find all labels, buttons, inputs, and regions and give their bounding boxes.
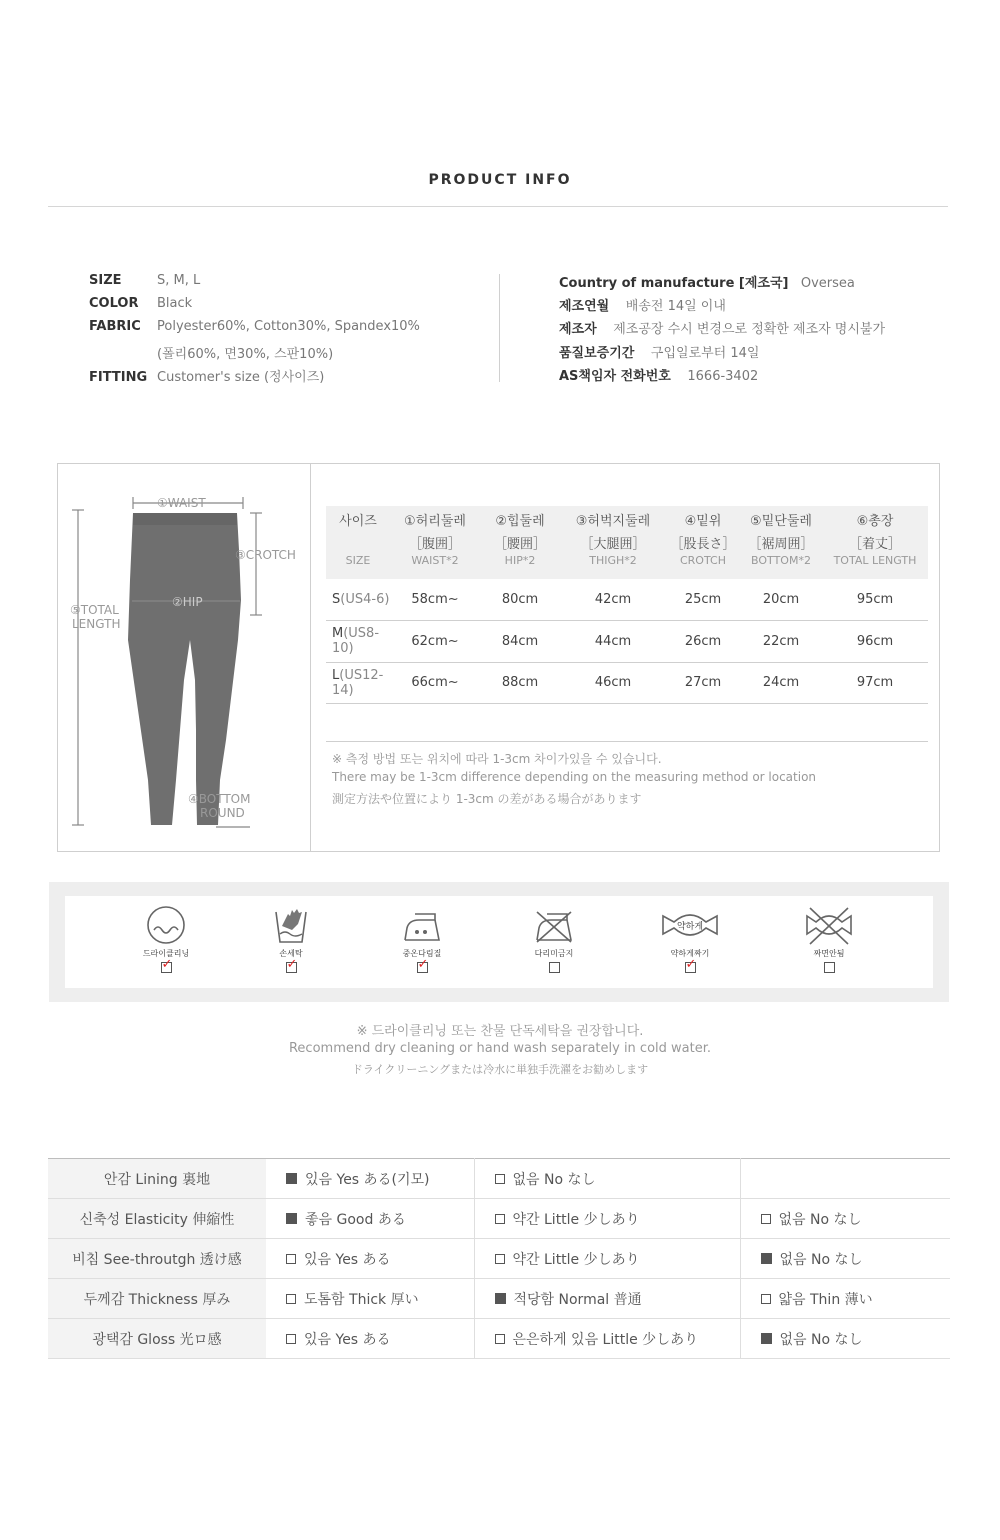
property-option bbox=[266, 1239, 474, 1279]
property-label: 두께감 Thickness 厚み bbox=[48, 1279, 266, 1319]
care-checkbox bbox=[549, 962, 560, 973]
header-cell bbox=[740, 506, 822, 579]
care-label: 드라이클리닝 bbox=[142, 949, 190, 958]
info-value: Customer's size (정사이즈) bbox=[157, 370, 325, 385]
waistband bbox=[133, 513, 237, 525]
size-note-ko: ※ 측정 방법 또는 위치에 따라 1-3cm 차이가있을 수 있습니다. bbox=[332, 752, 662, 766]
property-option-empty bbox=[740, 1159, 950, 1199]
care-note-ja: ドライクリーニングまたは冷水に単独手洗濯をお勧めします bbox=[351, 1063, 649, 1076]
option-text: 약간 Little 少しあり bbox=[512, 1211, 640, 1228]
fabric-properties-table bbox=[48, 1158, 950, 1359]
option-box bbox=[495, 1293, 506, 1304]
header-en: HIP*2 bbox=[504, 554, 536, 567]
table-row bbox=[326, 579, 928, 621]
value-cell: 62cm~ bbox=[390, 621, 480, 663]
size-name: M bbox=[332, 626, 344, 642]
value-cell: 46cm bbox=[560, 662, 666, 704]
value-cell: 96cm bbox=[822, 621, 928, 663]
iron-medium-icon bbox=[401, 904, 443, 946]
property-option bbox=[740, 1319, 950, 1359]
care-item-gentle-wring bbox=[650, 904, 730, 973]
table-empty-row bbox=[326, 702, 928, 742]
info-row-as-phone bbox=[559, 365, 758, 384]
size-cell bbox=[326, 662, 390, 704]
pants-diagram bbox=[60, 480, 310, 840]
care-item-hand-wash bbox=[251, 904, 331, 973]
option-text: 없음 No なし bbox=[778, 1211, 862, 1228]
care-label: 다리미금지 bbox=[534, 949, 574, 958]
size-section-divider bbox=[310, 463, 311, 852]
size-us: (US12-14) bbox=[332, 667, 384, 698]
info-value: Black bbox=[157, 296, 193, 311]
header-ja: ［着丈］ bbox=[848, 537, 901, 552]
value-cell: 80cm bbox=[480, 579, 560, 621]
care-item-iron-medium bbox=[382, 904, 462, 973]
info-key: 품질보증기간 bbox=[559, 346, 635, 361]
header-ko: ⑤밑단둘레 bbox=[750, 514, 812, 529]
value-cell: 88cm bbox=[480, 662, 560, 704]
size-cell bbox=[326, 621, 390, 663]
option-box bbox=[286, 1213, 297, 1224]
care-note-en: Recommend dry cleaning or hand wash separately in cold water. bbox=[288, 1041, 711, 1056]
size-us: (US4-6) bbox=[340, 592, 390, 607]
property-label: 안감 Lining 裏地 bbox=[48, 1159, 266, 1199]
info-divider bbox=[499, 274, 500, 382]
property-option bbox=[266, 1319, 474, 1359]
property-option bbox=[266, 1199, 474, 1239]
dim-total-label-2: LENGTH bbox=[72, 617, 121, 631]
info-row-warranty bbox=[559, 342, 759, 361]
header-en: TOTAL LENGTH bbox=[833, 554, 917, 567]
option-box bbox=[286, 1294, 296, 1304]
no-iron-icon bbox=[533, 904, 575, 946]
table-row bbox=[48, 1279, 950, 1319]
care-note-ko: ※ 드라이클리닝 또는 찬물 단독세탁을 권장합니다. bbox=[356, 1024, 644, 1039]
size-note-ja: 測定方法や位置により 1-3cm の差がある場合があります bbox=[332, 792, 642, 806]
care-checkbox bbox=[824, 962, 835, 973]
option-box bbox=[761, 1214, 771, 1224]
size-table bbox=[326, 506, 928, 704]
option-text: 좋음 Good ある bbox=[305, 1211, 406, 1228]
header-en: SIZE bbox=[345, 554, 371, 567]
option-text: 약간 Little 少しあり bbox=[512, 1251, 640, 1268]
option-text: 있음 Yes ある bbox=[304, 1251, 391, 1268]
value-cell: 26cm bbox=[666, 621, 740, 663]
no-wring-icon bbox=[804, 904, 854, 946]
dim-total-label-1: ⑤TOTAL bbox=[70, 603, 119, 617]
info-row-country bbox=[559, 272, 855, 291]
info-value: 구입일로부터 14일 bbox=[650, 346, 760, 361]
value-cell: 84cm bbox=[480, 621, 560, 663]
header-ko: 사이즈 bbox=[339, 514, 377, 529]
property-option bbox=[474, 1239, 740, 1279]
value-cell: 25cm bbox=[666, 579, 740, 621]
info-key: Country of manufacture [제조국] bbox=[559, 276, 789, 291]
value-cell: 58cm~ bbox=[390, 579, 480, 621]
dim-bottom-label-2: ROUND bbox=[200, 806, 245, 820]
care-label: 손세탁 bbox=[279, 949, 303, 958]
size-name: S bbox=[332, 592, 341, 607]
care-item-dry-clean bbox=[126, 904, 206, 973]
info-value: S, M, L bbox=[157, 273, 201, 288]
property-option bbox=[740, 1239, 950, 1279]
care-checkbox bbox=[417, 962, 428, 973]
property-label: 비침 See-throutgh 透け感 bbox=[48, 1239, 266, 1279]
table-row bbox=[326, 662, 928, 704]
care-label: 약하게짜기 bbox=[670, 949, 710, 958]
value-cell: 20cm bbox=[740, 579, 822, 621]
option-text: 적당함 Normal 普通 bbox=[513, 1291, 642, 1308]
table-row bbox=[48, 1199, 950, 1239]
header-cell bbox=[666, 506, 740, 579]
header-ja: ［腰囲］ bbox=[493, 537, 546, 552]
header-ko: ②힙둘레 bbox=[495, 514, 545, 529]
size-cell bbox=[326, 579, 390, 621]
option-text: 없음 No なし bbox=[779, 1331, 863, 1348]
care-label: 중온다림질 bbox=[402, 949, 442, 958]
header-cell bbox=[326, 506, 390, 579]
hand-wash-icon bbox=[270, 904, 312, 946]
header-en: THIGH*2 bbox=[589, 554, 637, 567]
value-cell: 27cm bbox=[666, 662, 740, 704]
option-box bbox=[761, 1253, 772, 1264]
info-value: Polyester60%, Cotton30%, Spandex10% bbox=[157, 319, 420, 334]
header-en: WAIST*2 bbox=[411, 554, 459, 567]
info-row-color bbox=[89, 296, 192, 311]
value-cell: 95cm bbox=[822, 579, 928, 621]
info-key: COLOR bbox=[89, 296, 139, 311]
option-text: 은은하게 있음 Little 少しあり bbox=[512, 1331, 699, 1348]
gentle-wring-icon bbox=[660, 904, 720, 946]
option-box bbox=[495, 1214, 505, 1224]
info-row-fitting bbox=[89, 366, 324, 385]
option-box bbox=[495, 1334, 505, 1344]
dim-hip-label: ②HIP bbox=[172, 595, 203, 609]
header-ja: ［股長さ］ bbox=[670, 537, 736, 552]
header-cell bbox=[560, 506, 666, 579]
value-cell: 24cm bbox=[740, 662, 822, 704]
info-key: FABRIC bbox=[89, 319, 141, 334]
option-box bbox=[495, 1174, 505, 1184]
header-cell bbox=[390, 506, 480, 579]
dim-crotch-label: ③CROTCH bbox=[235, 548, 296, 562]
header-cell bbox=[480, 506, 560, 579]
info-row-fabric bbox=[89, 319, 420, 334]
property-option bbox=[266, 1159, 474, 1199]
info-value: 배송전 14일 이내 bbox=[625, 299, 726, 314]
header-ja bbox=[326, 533, 390, 554]
care-item-no-wring bbox=[789, 904, 869, 973]
svg-text:약하게: 약하게 bbox=[676, 922, 704, 932]
header-ko: ③허벅지둘레 bbox=[575, 514, 651, 529]
info-value: 제조공장 수시 변경으로 정확한 제조자 명시불가 bbox=[613, 322, 886, 337]
option-box bbox=[495, 1254, 505, 1264]
info-key: SIZE bbox=[89, 273, 122, 288]
table-row bbox=[48, 1319, 950, 1359]
header-ko: ④밑위 bbox=[684, 514, 722, 529]
property-option bbox=[474, 1199, 740, 1239]
property-label: 광택감 Gloss 光ロ感 bbox=[48, 1319, 266, 1359]
property-option bbox=[474, 1319, 740, 1359]
table-row bbox=[48, 1159, 950, 1199]
option-text: 없음 No なし bbox=[779, 1251, 863, 1268]
option-text: 있음 Yes ある(기모) bbox=[305, 1171, 430, 1188]
table-row bbox=[326, 621, 928, 663]
header-ko: ⑥총장 bbox=[856, 514, 894, 529]
value-cell: 44cm bbox=[560, 621, 666, 663]
value-cell: 22cm bbox=[740, 621, 822, 663]
table-row bbox=[48, 1239, 950, 1279]
option-box bbox=[761, 1333, 772, 1344]
size-us: (US8-10) bbox=[332, 626, 380, 657]
option-text: 없음 No なし bbox=[512, 1171, 596, 1188]
dim-bottom-label-1: ④BOTTOM bbox=[188, 792, 251, 806]
info-key: FITTING bbox=[89, 370, 148, 385]
option-box bbox=[286, 1173, 297, 1184]
size-note-en: There may be 1-3cm difference depending on the measuring method or location bbox=[332, 770, 817, 784]
property-option bbox=[474, 1159, 740, 1199]
property-option bbox=[740, 1279, 950, 1319]
option-box bbox=[286, 1254, 296, 1264]
care-checkbox bbox=[286, 962, 297, 973]
header-ja: ［腹囲］ bbox=[408, 537, 461, 552]
size-table-header bbox=[326, 506, 928, 579]
pants-silhouette bbox=[128, 513, 241, 825]
header-ko: ①허리둘레 bbox=[404, 514, 466, 529]
header-cell bbox=[822, 506, 928, 579]
info-key: 제조자 bbox=[559, 322, 597, 337]
info-row-size bbox=[89, 273, 200, 288]
option-box bbox=[286, 1334, 296, 1344]
page-title: PRODUCT INFO bbox=[428, 172, 572, 188]
info-row-date bbox=[559, 295, 726, 314]
care-label: 짜면안됨 bbox=[813, 949, 845, 958]
property-option bbox=[266, 1279, 474, 1319]
option-text: 얇음 Thin 薄い bbox=[778, 1291, 873, 1308]
info-row-maker bbox=[559, 318, 885, 337]
title-divider bbox=[48, 206, 948, 207]
care-checkbox bbox=[161, 962, 172, 973]
size-name: L bbox=[332, 667, 340, 683]
care-item-no-iron bbox=[514, 904, 594, 973]
value-cell: 66cm~ bbox=[390, 662, 480, 704]
header-en: BOTTOM*2 bbox=[751, 554, 811, 567]
dim-waist-label: ①WAIST bbox=[157, 496, 206, 510]
option-text: 도톰함 Thick 厚い bbox=[304, 1291, 419, 1308]
property-label: 신축성 Elasticity 伸縮性 bbox=[48, 1199, 266, 1239]
option-box bbox=[761, 1294, 771, 1304]
property-option bbox=[740, 1199, 950, 1239]
dry-clean-icon bbox=[145, 904, 187, 946]
info-key: AS책임자 전화번호 bbox=[559, 369, 671, 384]
value-cell: 97cm bbox=[822, 662, 928, 704]
property-option bbox=[474, 1279, 740, 1319]
info-value: Oversea bbox=[800, 276, 855, 291]
header-ja: ［裾周囲］ bbox=[748, 537, 814, 552]
value-cell: 42cm bbox=[560, 579, 666, 621]
option-text: 있음 Yes ある bbox=[304, 1331, 391, 1348]
header-en: CROTCH bbox=[679, 554, 726, 567]
care-checkbox bbox=[685, 962, 696, 973]
info-key: 제조연월 bbox=[559, 299, 610, 314]
info-value: (폴리60%, 면30%, 스판10%) bbox=[157, 347, 334, 362]
info-value: 1666-3402 bbox=[687, 369, 759, 384]
header-ja: ［大腿囲］ bbox=[580, 537, 646, 552]
info-row-fabric-ko bbox=[89, 343, 333, 362]
